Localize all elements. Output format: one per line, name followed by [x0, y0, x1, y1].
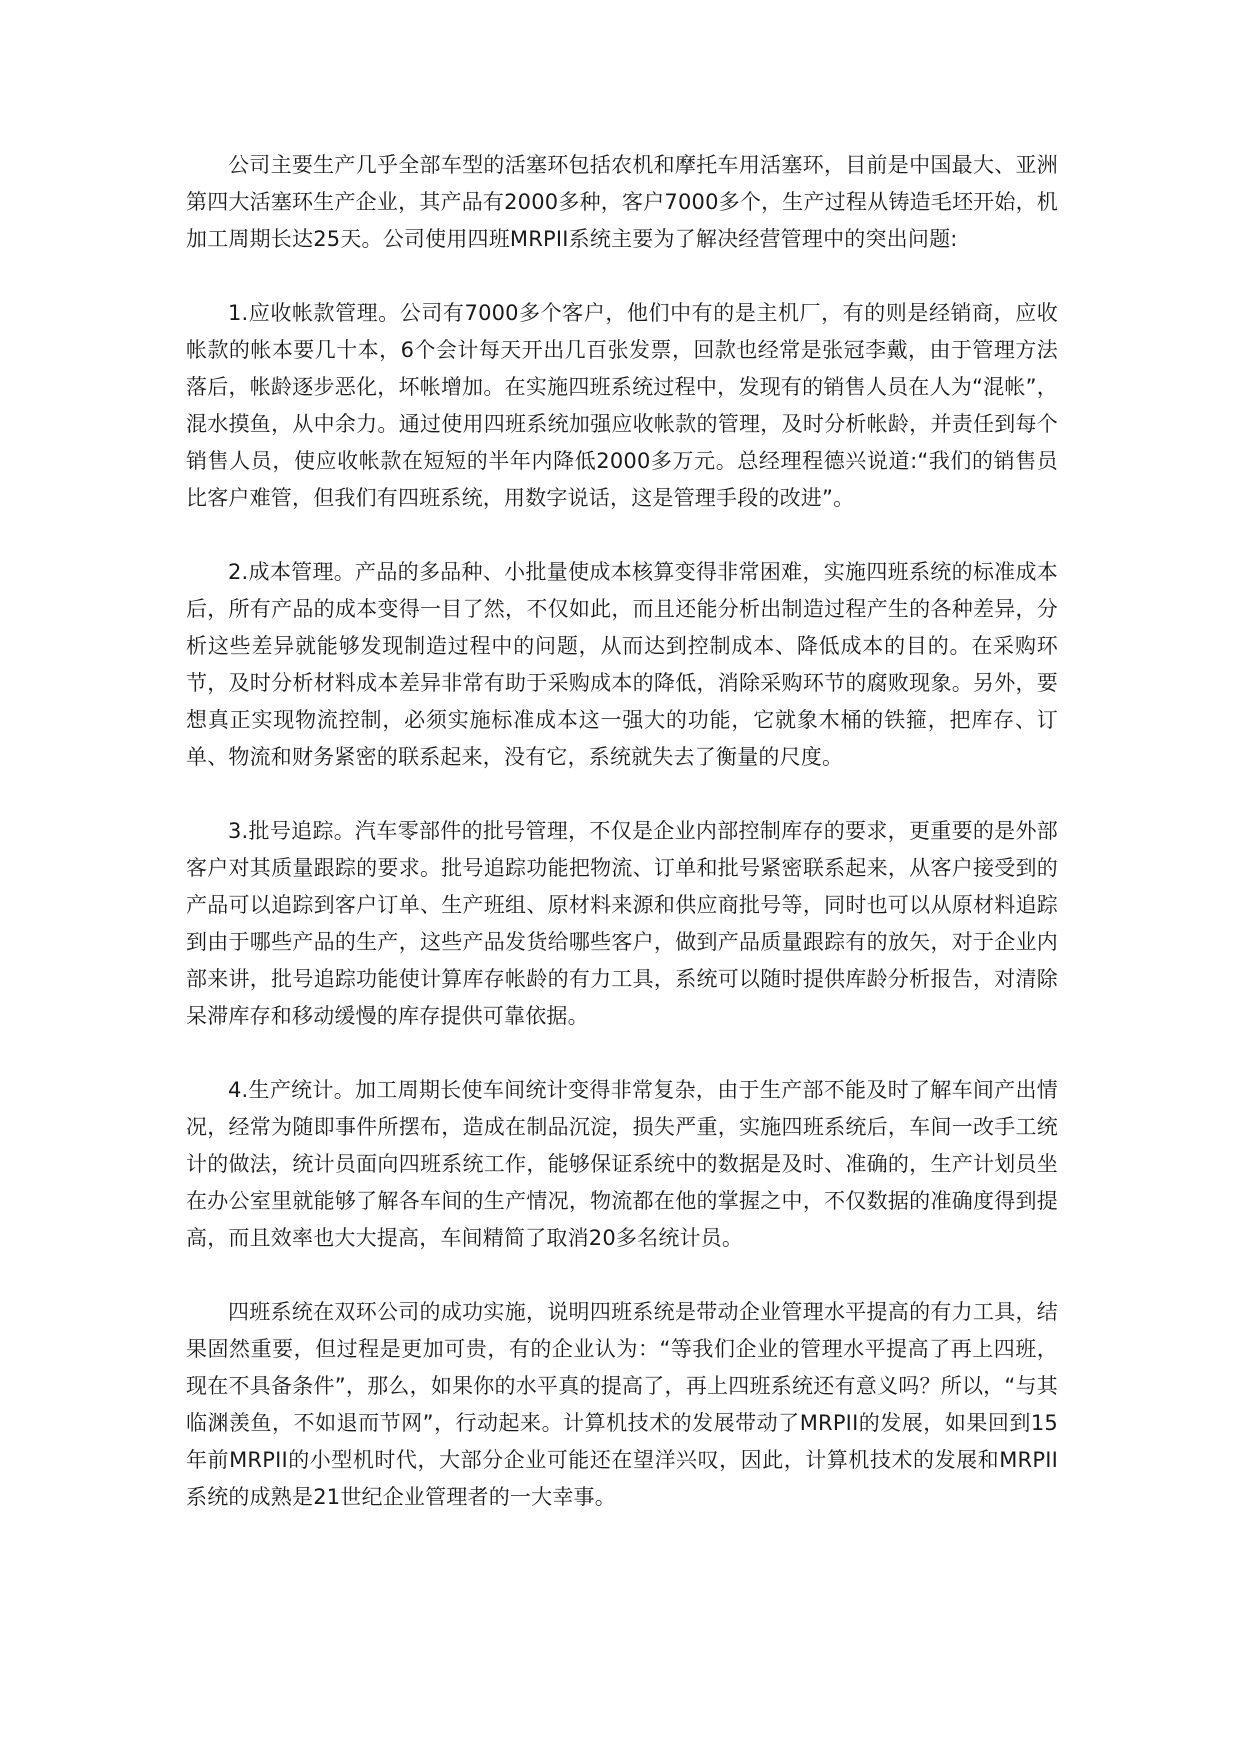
paragraph-intro: 公司主要生产几乎全部车型的活塞环包括农机和摩托车用活塞环，目前是中国最大、亚洲第四大活塞环生产企业，其产品有2000多种，客户7000多个，生产过程从铸造毛坯开始，机加工周期长达25天。公司使用四班MRPII系统主要为了解决经营管理中的突出问题:: [186, 153, 1058, 251]
paragraph-production-statistics: 4.生产统计。加工周期长使车间统计变得非常复杂，由于生产部不能及时了解车间产出情况，经常为随即事件所摆布，造成在制品沉淀，损失严重，实施四班系统后，车间一改手工统计的做法，统计员面向四班系统工作，能够保证系统中的数据是及时、准确的，生产计划员坐在办公室里就能够了解各车间的生产情况，物流都在他的掌握之中，不仅数据的准确度得到提高，而且效率也大大提高，车间精简了取消20多名统计员。: [186, 1078, 1058, 1250]
paragraph-conclusion: 四班系统在双环公司的成功实施，说明四班系统是带动企业管理水平提高的有力工具，结果固然重要，但过程是更加可贵，有的企业认为：“等我们企业的管理水平提高了再上四班，现在不具备条件”，那么，如果你的水平真的提高了，再上四班系统还有意义吗？所以，“与其临渊羡鱼，不如退而节网”，行动起来。计算机技术的发展带动了MRPII的发展，如果回到15年前MRPII的小型机时代，大部分企业可能还在望洋兴叹，因此，计算机技术的发展和MRPII系统的成熟是21世纪企业管理者的一大幸事。: [186, 1300, 1058, 1509]
document-body: [186, 147, 1058, 1516]
paragraph-receivables: 1.应收帐款管理。公司有7000多个客户，他们中有的是主机厂，有的则是经销商，应收帐款的帐本要几十本，6个会计每天开出几百张发票，回款也经常是张冠李戴，由于管理方法落后，帐龄逐步恶化，坏帐增加。在实施四班系统过程中，发现有的销售人员在人为“混帐”，混水摸鱼，从中余力。通过使用四班系统加强应收帐款的管理，及时分析帐龄，并责任到每个销售人员，使应收帐款在短短的半年内降低2000多万元。总经理程德兴说道:“我们的销售员比客户难管，但我们有四班系统，用数字说话，这是管理手段的改进”。: [186, 301, 1058, 510]
paragraph-cost-management: 2.成本管理。产品的多品种、小批量使成本核算变得非常困难，实施四班系统的标准成本后，所有产品的成本变得一目了然，不仅如此，而且还能分析出制造过程产生的各种差异，分析这些差异就能够发现制造过程中的问题，从而达到控制成本、降低成本的目的。在采购环节，及时分析材料成本差异非常有助于采购成本的降低，消除采购环节的腐败现象。另外，要想真正实现物流控制，必须实施标准成本这一强大的功能，它就象木桶的铁箍，把库存、订单、物流和财务紧密的联系起来，没有它，系统就失去了衡量的尺度。: [186, 560, 1058, 769]
paragraph-batch-tracking: 3.批号追踪。汽车零部件的批号管理，不仅是企业内部控制库存的要求，更重要的是外部客户对其质量跟踪的要求。批号追踪功能把物流、订单和批号紧密联系起来，从客户接受到的产品可以追踪到客户订单、生产班组、原材料来源和供应商批号等，同时也可以从原材料追踪到由于哪些产品的生产，这些产品发货给哪些客户，做到产品质量跟踪有的放矢，对于企业内部来讲，批号追踪功能使计算库存帐龄的有力工具，系统可以随时提供库龄分析报告，对清除呆滞库存和移动缓慢的库存提供可靠依据。: [186, 819, 1058, 1028]
